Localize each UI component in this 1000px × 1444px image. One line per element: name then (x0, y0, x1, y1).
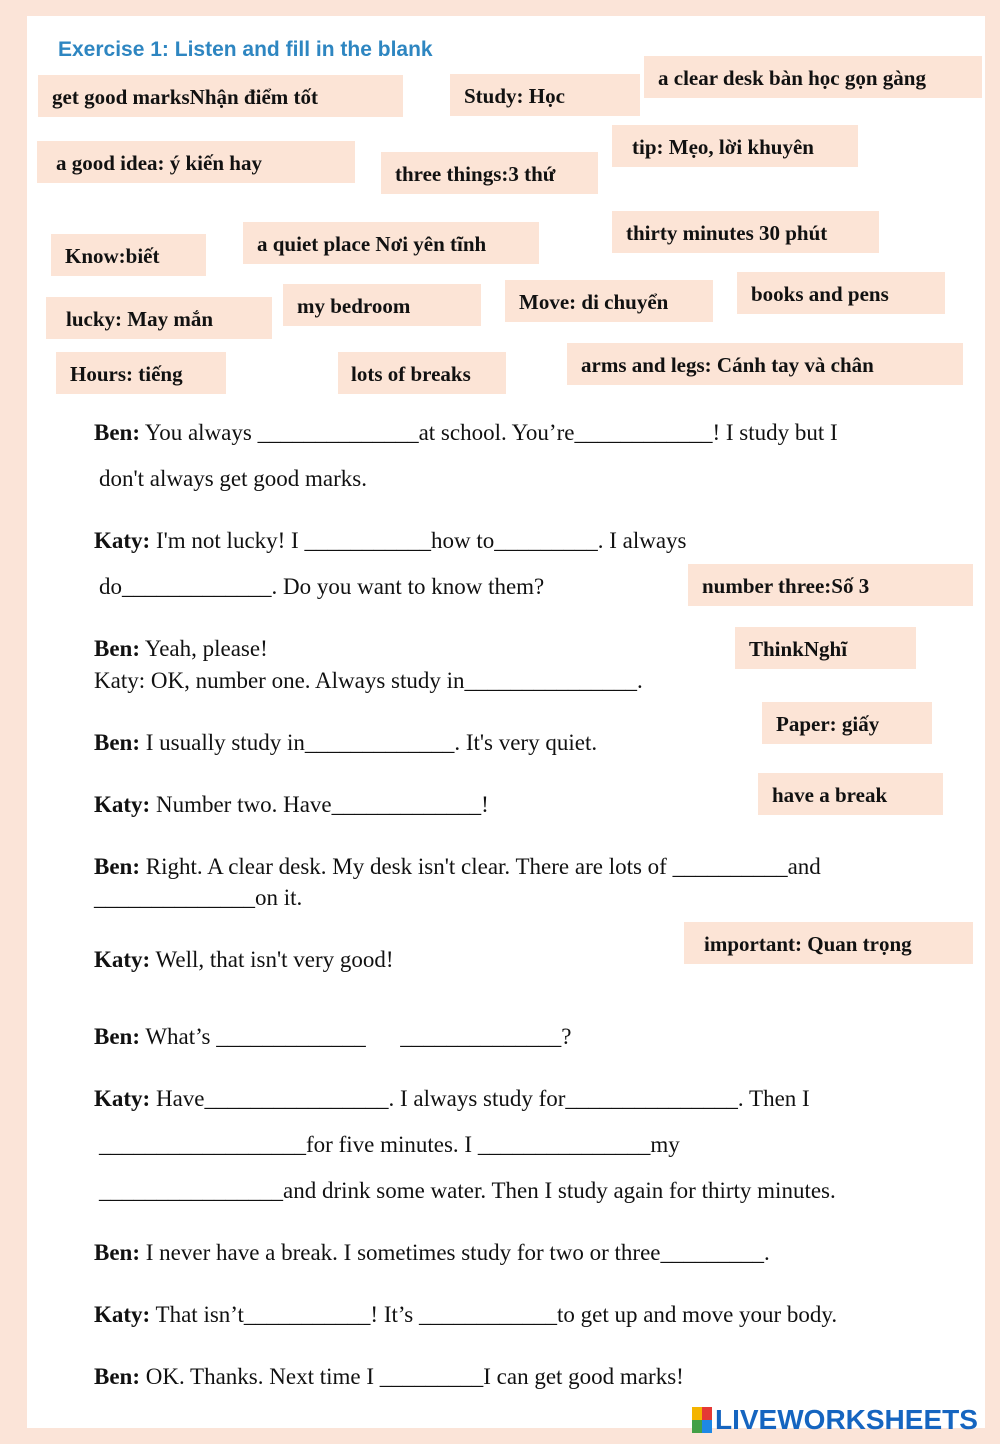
line-text: don't always get good marks. (99, 466, 367, 491)
dialogue-line (99, 1178, 836, 1204)
line-text: Katy: OK, number one. Always study in_______________. (94, 668, 643, 693)
word-chip[interactable]: Paper: giấy (762, 702, 932, 744)
word-chip[interactable]: a quiet place Nơi yên tĩnh (243, 222, 539, 264)
speaker: Ben: (94, 420, 140, 445)
speaker: Ben: (94, 636, 140, 661)
line-text: You always ______________at school. You’re____________! I study but I (140, 420, 838, 445)
exercise-title: Exercise 1: Listen and fill in the blank (58, 38, 433, 61)
word-chip[interactable]: get good marksNhận điểm tốt (38, 75, 403, 117)
dialogue-line (94, 668, 643, 694)
line-text: That isn’t___________! It’s ____________to get up and move your body. (150, 1302, 838, 1327)
word-chip[interactable]: Hours: tiếng (56, 352, 226, 394)
dialogue-line (94, 1024, 571, 1050)
speaker: Ben: (94, 730, 140, 755)
dialogue-line (94, 420, 838, 446)
dialogue-line (94, 1240, 770, 1266)
speaker: Ben: (94, 854, 140, 879)
word-chip[interactable]: my bedroom (283, 284, 481, 326)
dialogue-line (99, 574, 544, 600)
dialogue-line (94, 730, 597, 756)
line-text: What’s _____________ ______________? (140, 1024, 572, 1049)
word-chip[interactable]: three things:3 thứ (381, 152, 598, 194)
logo-text: LIVEWORKSHEETS (715, 1404, 978, 1435)
word-chip[interactable]: Know:biết (51, 234, 206, 276)
line-text: OK. Thanks. Next time I _________I can get good marks! (140, 1364, 684, 1389)
speaker: Ben: (94, 1240, 140, 1265)
line-text: I never have a break. I sometimes study for two or three_________. (140, 1240, 770, 1265)
word-chip[interactable]: have a break (758, 773, 943, 815)
word-chip[interactable]: thirty minutes 30 phút (612, 211, 879, 253)
liveworksheets-logo (692, 1404, 978, 1436)
word-chip[interactable]: number three:Số 3 (688, 564, 973, 606)
line-text: I usually study in_____________. It's very quiet. (140, 730, 598, 755)
word-chip[interactable]: tip: Mẹo, lời khuyên (612, 125, 858, 167)
dialogue-line (94, 792, 489, 818)
dialogue-line (94, 854, 821, 880)
word-chip[interactable]: arms and legs: Cánh tay và chân (567, 343, 963, 385)
dialogue-line (94, 1086, 810, 1112)
logo-mark-icon (692, 1407, 712, 1433)
word-chip[interactable]: lucky: May mắn (46, 297, 272, 339)
speaker: Katy: (94, 528, 151, 553)
dialogue-line (94, 636, 268, 662)
word-chip[interactable]: a clear desk bàn học gọn gàng (644, 56, 982, 98)
speaker: Katy: (94, 1302, 151, 1327)
word-chip[interactable]: Move: di chuyển (505, 280, 713, 322)
dialogue-line (94, 528, 687, 554)
word-chip[interactable]: Study: Học (450, 74, 640, 116)
word-chip[interactable]: a good idea: ý kiến hay (37, 141, 355, 183)
speaker: Ben: (94, 1364, 140, 1389)
line-text: ______________on it. (94, 885, 303, 910)
line-text: __________________for five minutes. I _______________my (99, 1132, 680, 1157)
line-text: ________________and drink some water. Then I study again for thirty minutes. (99, 1178, 836, 1203)
dialogue-line (99, 466, 367, 492)
line-text: Yeah, please! (140, 636, 268, 661)
line-text: Well, that isn't very good! (150, 947, 394, 972)
speaker: Katy: (94, 792, 151, 817)
dialogue-line (94, 1364, 684, 1390)
dialogue-line (94, 947, 394, 973)
line-text: Have________________. I always study for_______________. Then I (150, 1086, 810, 1111)
speaker: Katy: (94, 1086, 151, 1111)
line-text: Right. A clear desk. My desk isn't clear. There are lots of __________and (140, 854, 821, 879)
word-chip[interactable]: books and pens (737, 272, 945, 314)
line-text: I'm not lucky! I ___________how to_________. I always (150, 528, 687, 553)
dialogue-line (94, 885, 302, 911)
speaker: Katy: (94, 947, 151, 972)
dialogue-line (99, 1132, 680, 1158)
speaker: Ben: (94, 1024, 140, 1049)
word-chip[interactable]: lots of breaks (338, 352, 506, 394)
word-chip[interactable]: ThinkNghĩ (735, 627, 916, 669)
word-chip[interactable]: important: Quan trọng (684, 922, 973, 964)
line-text: Number two. Have_____________! (150, 792, 489, 817)
dialogue-line (94, 1302, 837, 1328)
line-text: do_____________. Do you want to know them? (99, 574, 545, 599)
